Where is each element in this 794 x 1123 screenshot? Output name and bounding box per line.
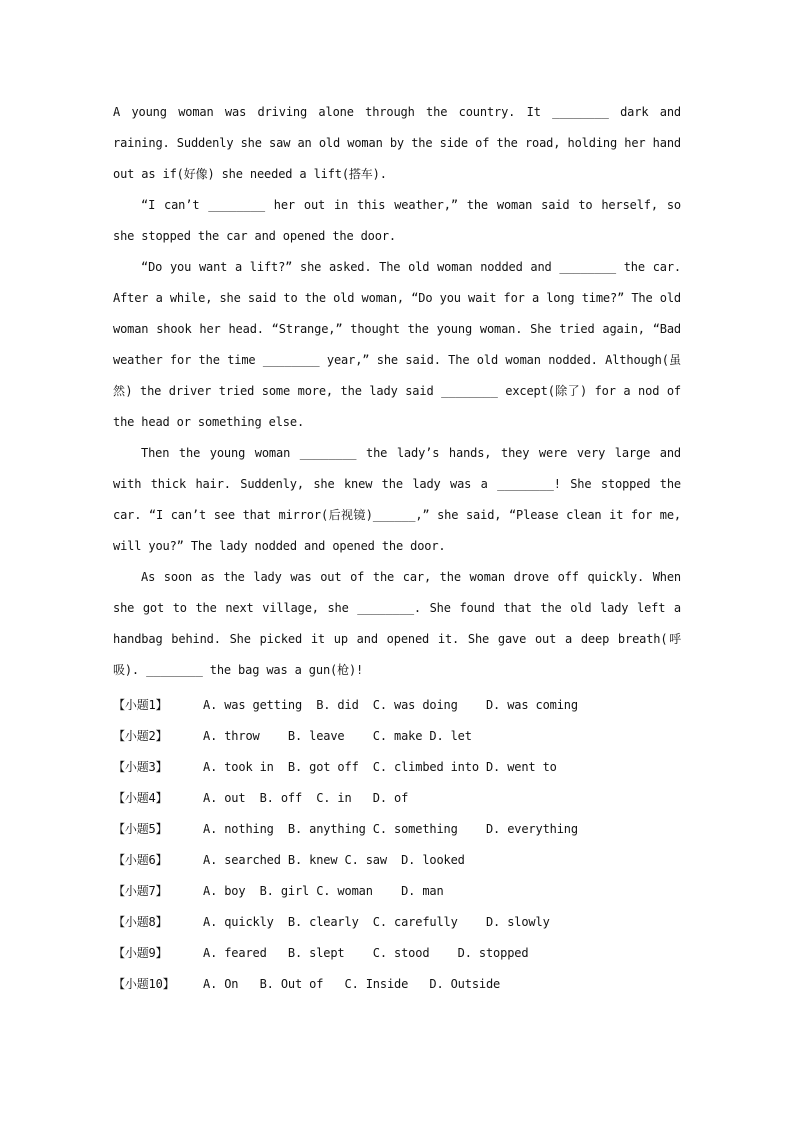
question-options: A. was getting B. did C. was doing D. was coming <box>203 698 578 712</box>
paragraph-1: A young woman was driving alone through the country. It ________ dark and raining. Suddenly she saw an old woman by the side of the road, holding her hand out as if(好像) she needed a lift(搭车). <box>113 105 681 181</box>
question-2 <box>113 721 681 752</box>
question-label: 【小题8】 <box>113 915 168 929</box>
question-label: 【小题4】 <box>113 791 168 805</box>
reading-passage <box>113 97 681 686</box>
question-label: 【小题10】 <box>113 977 175 991</box>
question-9 <box>113 938 681 969</box>
question-5 <box>113 814 681 845</box>
question-6 <box>113 845 681 876</box>
question-label: 【小题2】 <box>113 729 168 743</box>
paragraph-3: “Do you want a lift?” she asked. The old woman nodded and ________ the car. After a while, she said to the old woman, “Do you wait for a long time?” The old woman shook her head. “Strange,” thought the young woman. She tried again, “Bad weather for the time ________ year,” she said. The old woman nodded. Although(虽然) the driver tried some more, the lady said ________ except(除了) for a nod of the head or something else. <box>113 260 681 429</box>
question-7 <box>113 876 681 907</box>
question-list <box>113 690 681 1000</box>
question-options: A. On B. Out of C. Inside D. Outside <box>203 977 501 991</box>
paragraph-5: As soon as the lady was out of the car, the woman drove off quickly. When she got to the next village, she ________. She found that the old lady left a handbag behind. She picked it up and opened it. She gave out a deep breath(呼吸). ________ the bag was a gun(枪)! <box>113 570 681 677</box>
question-label: 【小题1】 <box>113 698 168 712</box>
question-1 <box>113 690 681 721</box>
question-label: 【小题6】 <box>113 853 168 867</box>
question-options: A. nothing B. anything C. something D. everything <box>203 822 578 836</box>
paragraph-2: “I can’t ________ her out in this weather,” the woman said to herself, so she stopped the car and opened the door. <box>113 198 681 243</box>
question-options: A. searched B. knew C. saw D. looked <box>203 853 465 867</box>
question-options: A. out B. off C. in D. of <box>203 791 409 805</box>
question-options: A. feared B. slept C. stood D. stopped <box>203 946 529 960</box>
question-options: A. took in B. got off C. climbed into D. went to <box>203 760 557 774</box>
question-3 <box>113 752 681 783</box>
paragraph-4: Then the young woman ________ the lady’s hands, they were very large and with thick hair. Suddenly, she knew the lady was a ________! She stopped the car. “I can’t see that mirror(后视镜)______,” she said, “Please clean it for me, will you?” The lady nodded and opened the door. <box>113 446 681 553</box>
question-10 <box>113 969 681 1000</box>
question-label: 【小题7】 <box>113 884 168 898</box>
question-8 <box>113 907 681 938</box>
question-label: 【小题5】 <box>113 822 168 836</box>
question-options: A. throw B. leave C. make D. let <box>203 729 472 743</box>
question-options: A. quickly B. clearly C. carefully D. slowly <box>203 915 550 929</box>
question-4 <box>113 783 681 814</box>
question-label: 【小题9】 <box>113 946 168 960</box>
question-options: A. boy B. girl C. woman D. man <box>203 884 444 898</box>
question-label: 【小题3】 <box>113 760 168 774</box>
